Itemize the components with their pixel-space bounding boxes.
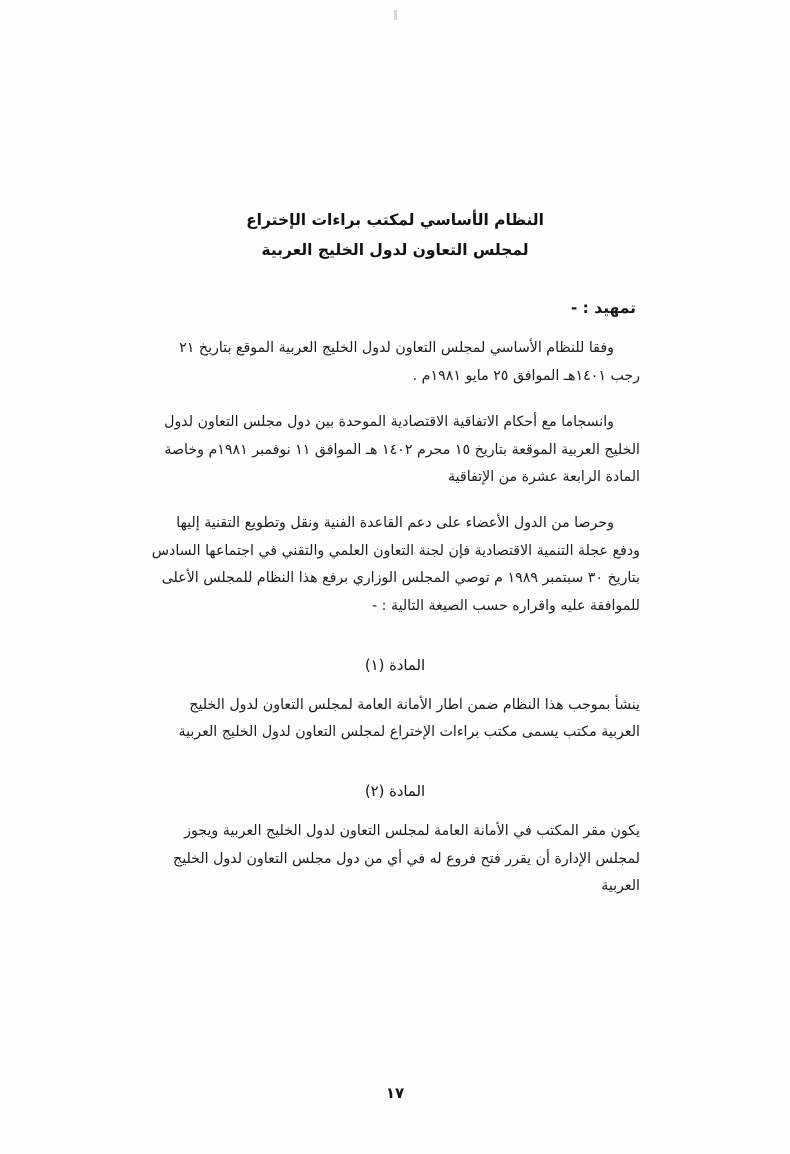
page-title <box>150 205 640 265</box>
preamble-paragraph-2: وانسجاما مع أحكام الاتفاقية الاقتصادية الموحدة بين دول مجلس التعاون لدول الخليج العربية الموقعة بتاريخ ١٥ محرم ١٤٠٢ هـ الموافق ١١ نوفمبر ١٩٨١م وخاصة المادة الرابعة عشرة من الإتفاقية <box>164 413 640 486</box>
document-content <box>150 205 640 901</box>
scan-artifact <box>394 10 397 20</box>
page-title-line-1: النظام الأساسي لمكتب براءات الإختراع <box>246 211 544 229</box>
preamble-paragraph-1: وفقا للنظام الأساسي لمجلس التعاون لدول الخليج العربية الموقع بتاريخ ٢١ رجب ١٤٠١هـ الموافق ٢٥ مايو ١٩٨١م . <box>179 340 640 385</box>
preamble-label: تمهيد : - <box>570 299 636 318</box>
page-title-line-2: لمجلس التعاون لدول الخليج العربية <box>261 241 529 260</box>
page-number: ١٧ <box>385 1084 405 1102</box>
article-2-heading: المادة (٢) <box>364 783 426 800</box>
preamble-paragraph-3: وحرصا من الدول الأعضاء على دعم القاعدة الفنية ونقل وتطويع التقنية إليها ودفع عجلة التنمية الاقتصادية فإن لجنة التعاون العلمي والتقني في اجتماعها السادس بتاريخ ٣٠ سبتمبر ١٩٨٩ م توصي المجلس الوزاري برفع هذا النظام للمجلس الأعلى للموافقة عليه واقراره حسب الصيغة التالية : - <box>151 514 640 614</box>
article-1-heading: المادة (١) <box>364 656 426 674</box>
article-2-body: يكون مقر المكتب في الأمانة العامة لمجلس التعاون لدول الخليج العربية ويجوز لمجلس الإدارة أن يقرر فتح فروع له في أي من دول مجلس التعاون لدول الخليج العربية <box>173 823 640 895</box>
article-1-body: ينشأ بموجب هذا النظام ضمن اطار الأمانة العامة لمجلس التعاون لدول الخليج العربية مكتب يسمى مكتب براءات الإختراع لمجلس التعاون لدول الخليج العربية <box>178 696 640 741</box>
